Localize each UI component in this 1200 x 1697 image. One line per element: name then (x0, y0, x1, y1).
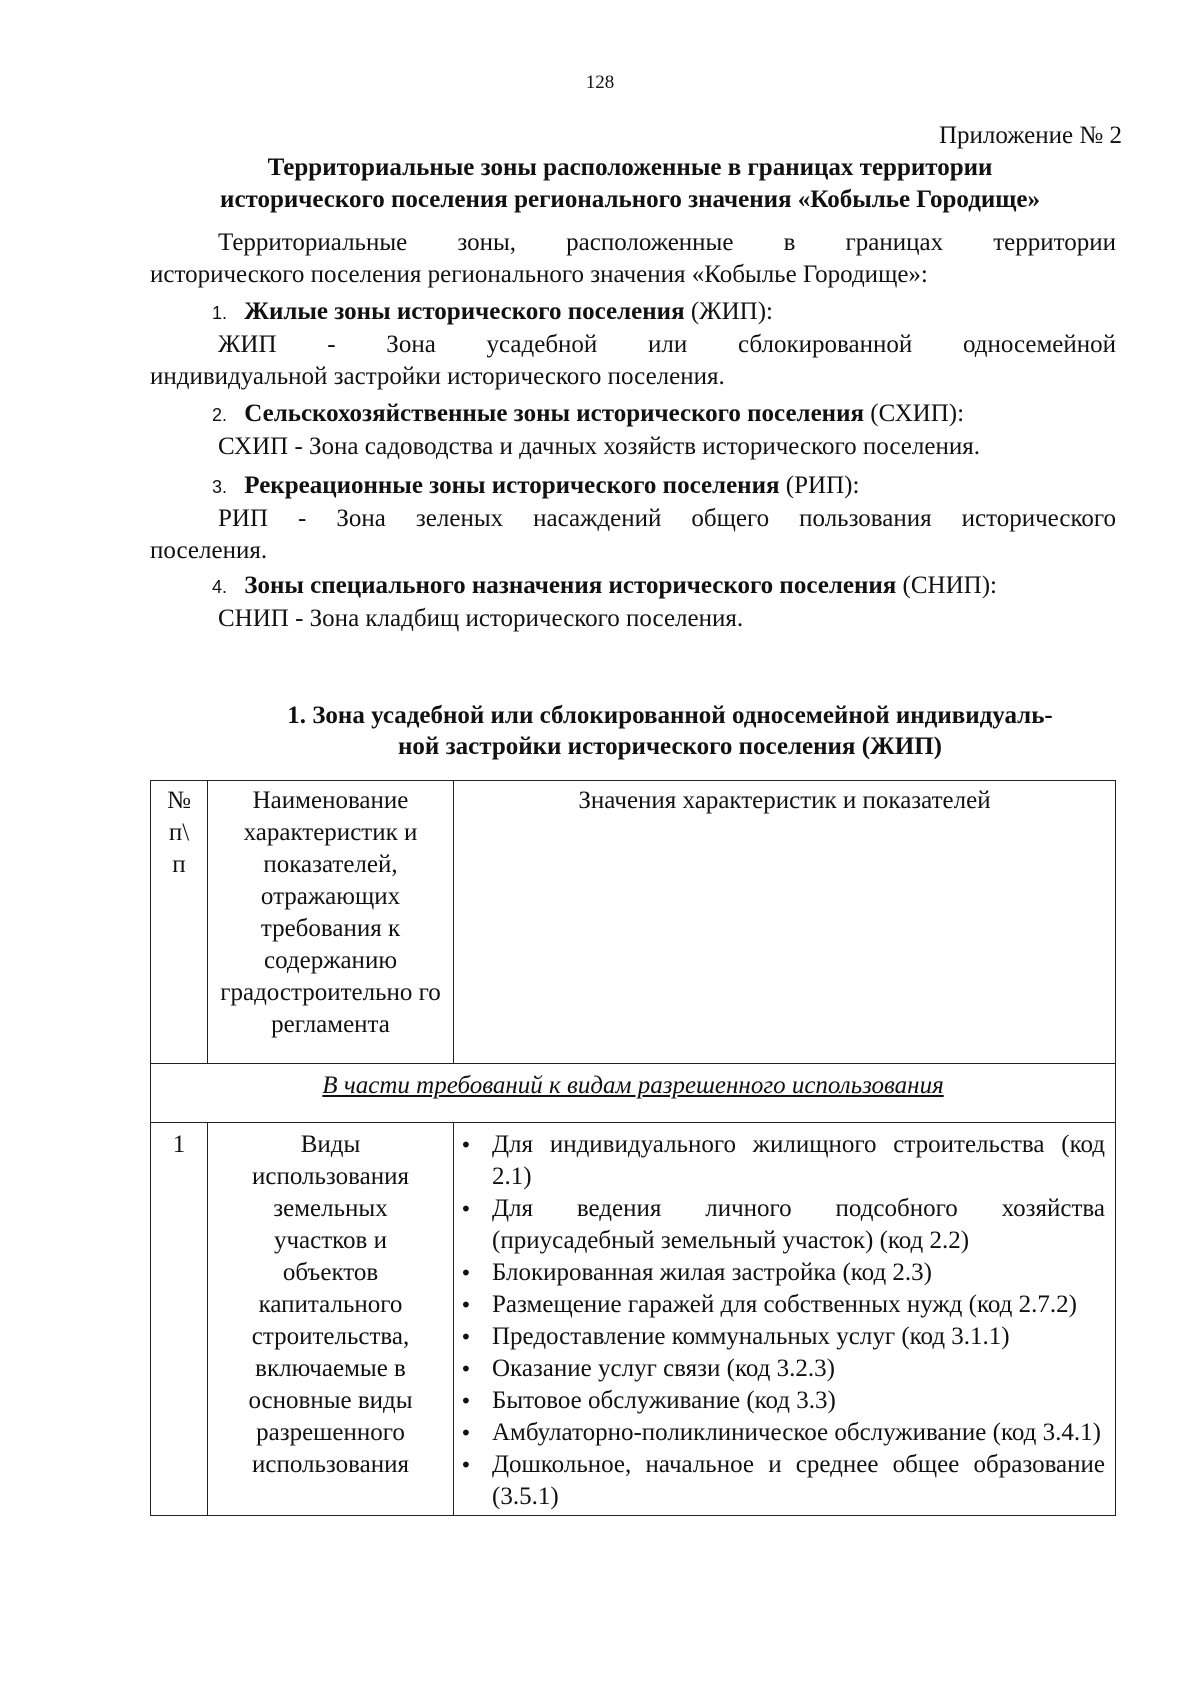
list-item: • Для ведения личного подсобного хозяйства (приусадебный земельный участок) (код 2.2) (492, 1193, 1105, 1257)
list-item: • Блокированная жилая застройка (код 2.3) (492, 1257, 1105, 1289)
zone-name: Рекреационные зоны исторического поселения (244, 472, 780, 499)
table-subheader-row (151, 1064, 1116, 1123)
permitted-uses-list (454, 1129, 1115, 1513)
header-number-line: № (167, 787, 191, 814)
zone-item (150, 570, 1116, 635)
header-number-line: п\ (168, 819, 190, 846)
row-name-cell (208, 1123, 454, 1516)
zone-abbr: (СНИП): (902, 572, 997, 599)
zone-item (150, 296, 1116, 393)
zone-heading (150, 570, 1116, 603)
table-row (151, 1123, 1116, 1516)
list-item: • Размещение гаражей для собственных нужд (код 2.7.2) (492, 1289, 1105, 1321)
zone-description: РИП - Зона зеленых насаждений общего пользования исторического (218, 505, 1116, 532)
zone-heading (150, 470, 1116, 503)
intro-line: исторического поселения регионального значения «Кобылье Городище»: (150, 261, 928, 288)
zone-name: Зоны специального назначения исторического поселения (244, 572, 897, 599)
zone-name: Сельскохозяйственные зоны исторического поселения (244, 400, 865, 427)
zone-abbr: (РИП): (785, 472, 860, 499)
header-values-cell: Значения характеристик и показателей (454, 781, 1116, 1064)
zone-description: СНИП - Зона кладбищ исторического поселения. (218, 605, 744, 632)
zone-heading (150, 296, 1116, 329)
page-number: 128 (585, 72, 615, 93)
document-title-line: Территориальные зоны расположенные в границах территории (267, 154, 993, 181)
appendix-label: Приложение № 2 (938, 122, 1122, 149)
zone-description: поселения. (150, 537, 268, 564)
regulation-table (150, 780, 1116, 1516)
intro-paragraph (150, 227, 1116, 291)
section-title (220, 700, 1120, 762)
zone-description: ЖИП - Зона усадебной или сблокированной односемейной (218, 331, 1116, 358)
list-item: • Дошкольное, начальное и среднее общее образование (3.5.1) (492, 1449, 1105, 1513)
header-number-line: п (172, 851, 186, 878)
list-item: • Предоставление коммунальных услуг (код 3.1.1) (492, 1321, 1105, 1353)
zone-item (150, 470, 1116, 567)
section-title-line: 1. Зона усадебной или сблокированной односемейной индивидуаль- (287, 702, 1053, 729)
zone-number: 2. (212, 405, 228, 425)
zone-heading (150, 398, 1116, 431)
zone-abbr: (ЖИП): (690, 298, 773, 325)
list-item: • Оказание услуг связи (код 3.2.3) (492, 1353, 1105, 1385)
header-name-cell (208, 781, 454, 1064)
list-item: • Бытовое обслуживание (код 3.3) (492, 1385, 1105, 1417)
zone-description: СХИП - Зона садоводства и дачных хозяйств исторического поселения. (218, 433, 980, 460)
zone-abbr: (СХИП): (870, 400, 965, 427)
row-number-cell: 1 (151, 1123, 208, 1516)
zone-name: Жилые зоны исторического поселения (244, 298, 685, 325)
zone-item (150, 398, 1116, 463)
subheader-cell: В части требований к видам разрешенного использования (151, 1064, 1116, 1123)
zone-number: 4. (212, 577, 228, 597)
list-item: • Для индивидуального жилищного строительства (код 2.1) (492, 1129, 1105, 1193)
row-values-cell (454, 1123, 1116, 1516)
row-name-text: Виды использования земельных участков и объектов капитального строительства, включаемые в основные виды разрешенного использования (248, 1131, 413, 1478)
section-title-line: ной застройки исторического поселения (ЖИП) (398, 733, 942, 760)
zone-number: 3. (212, 477, 228, 497)
table-header-row (151, 781, 1116, 1064)
document-title-line: исторического поселения регионального значения «Кобылье Городище» (220, 186, 1040, 213)
header-name-text: Наименование характеристик и показателей, отражающих требования к содержанию градостроительно го регламента (220, 787, 441, 1038)
intro-line: Территориальные зоны, расположенные в границах территории (218, 229, 1116, 256)
zone-description: индивидуальной застройки исторического поселения. (150, 363, 725, 390)
header-number-cell (151, 781, 208, 1064)
zone-number: 1. (212, 303, 228, 323)
document-title (150, 152, 1110, 216)
list-item: • Амбулаторно-поликлиническое обслуживание (код 3.4.1) (492, 1417, 1105, 1449)
